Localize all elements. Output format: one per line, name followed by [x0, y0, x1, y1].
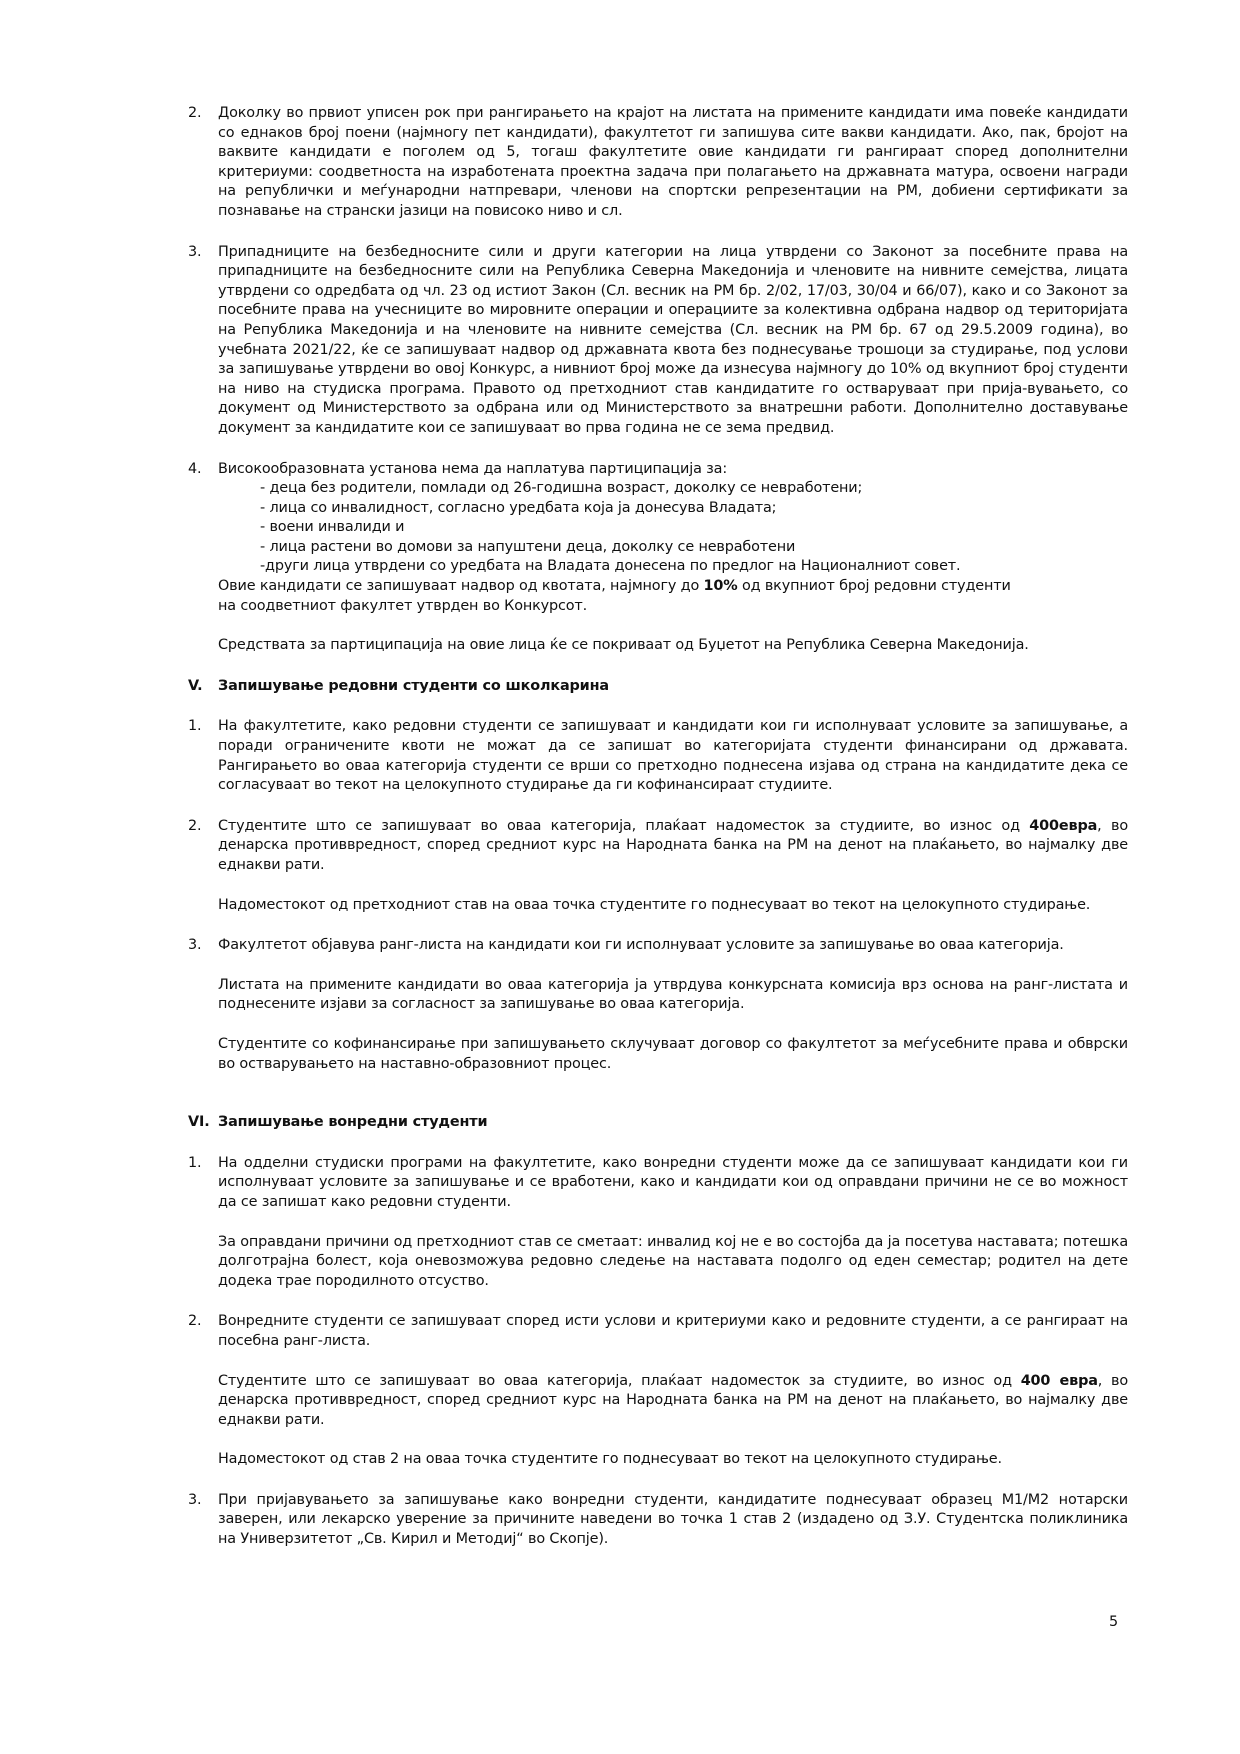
item-text: На факултетите, како редовни студенти се запишуваат и кандидати кои ги исполнуваат условите за запишување, а поради ограничените квоти не можат да се запишат во категоријата студенти финансирани од државата. Рангирањето во оваа категорија студенти се врши со претходно поднесена изјава од страна на кандидатите дека се согласуваат во текот на целокупното студирање да ги кофинансираат студиите.	[218, 718, 1128, 794]
list-item-vi2	[188, 1312, 1128, 1470]
item-paragraph: Листата на примените кандидати во оваа категорија ја утврдува конкурсната комисија врз основа на ранг-листата и поднесените изјави за согласност за запишување во оваа категорија.	[218, 976, 1128, 1013]
item-number: 2.	[188, 817, 202, 834]
document-page	[188, 104, 1128, 1550]
item-text: Факултетот објавува ранг-листа на кандидати кои ги исполнуваат условите за запишување во оваа категорија.	[218, 937, 1064, 954]
item-text: Доколку во првиот уписен рок при рангирањето на крајот на листата на примените кандидати има повеќе кандидати со еднаков број поени (најмногу пет кандидати), факултетот ги запишува сите вакви кандидати. Ако, пак, бројот на ваквите кандидати е поголем од 5, тогаш факултетите овие кандидати ги рангираат според дополнителни критериуми: соодветноста на изработената проектна задача при полагањето на државната матура, освоени награди на републички и меѓународни натпревари, членови на спортски репрезентации на РМ, добиени сертификати за познавање на странски јазици на повисоко ниво и сл.	[218, 105, 1128, 219]
dash-item: - лица со инвалидност, согласно уредбата која ја донесува Владата;	[260, 499, 777, 516]
list-item-v3	[188, 936, 1128, 1074]
item-number: 2.	[188, 105, 202, 121]
list-item-v2	[188, 817, 1128, 915]
section-title: Запишување вонредни студенти	[218, 1114, 488, 1131]
quota-text-after: од вкупниот број редовни студенти	[737, 578, 1011, 595]
item-paragraph	[218, 1372, 1128, 1431]
item-number: 3.	[188, 243, 202, 260]
page-number: 5	[1109, 1614, 1119, 1630]
item-number: 1.	[188, 718, 202, 735]
item-paragraph: Надоместокот од став 2 на оваа точка студентите го поднесуваат во текот на целокупното студирање.	[218, 1451, 1002, 1468]
list-item-v1	[188, 717, 1128, 795]
quota-percent: 10%	[703, 578, 738, 595]
item-paragraph: За оправдани причини од претходниот став се сметаат: инвалид кој не е во состојба да ја посетува наставата; потешка долготрајна болест, која оневозможува редовно следење на наставата подолго од еден семестар; родител на дете додека трае породилното отсуство.	[218, 1233, 1128, 1289]
item-number: 3.	[188, 1491, 202, 1508]
funding-text: Средствата за партиципација на овие лица ќе се покриваат од Буџетот на Република Северна Македонија.	[218, 637, 1029, 654]
quota-text-before: Овие кандидати се запишуваат надвор од квотата, најмногу до	[218, 578, 704, 595]
dash-item: - лица растени во домови за напуштени деца, доколку се невработени	[260, 538, 796, 555]
item-number: 2.	[188, 1313, 202, 1330]
quota-text-line2: на соодветниот факултет утврден во Конкурсот.	[218, 597, 588, 614]
item-number: 3.	[188, 937, 202, 954]
list-item-4	[188, 460, 1128, 656]
item-text: Вонредните студенти се запишуваат според исти услови и критериуми како и редовните студенти, а се рангираат на посебна ранг-листа.	[218, 1313, 1128, 1349]
quota-text	[218, 577, 1128, 597]
item-text: Припадниците на безбедносните сили и други категории на лица утврдени со Законот за посебните права на припадниците на безбедносните сили на Република Северна Македонија и членовите на нивните семејства, лицата утврдени со одредбата од чл. 23 од истиот Закон (Сл. весник на РМ бр. 2/02, 17/03, 30/04 и 66/07), како и со Законот за посебните права на учесниците во мировните операции и операциите за колективна одбрана надвор од територијата на Република Македонија и на членовите на нивните семејства (Сл. весник на РМ бр. 67 од 29.5.2009 година), во учебната 2021/22, ќе се запишуваат надвор од државната квота без поднесување трошоци за студирање, под услови за запишување утврдени во овој Конкурс, а нивниот број може да изнесува најмногу до 10% од вкупниот број студенти на ниво на студиска програма. Правото од претходниот став кандидатите го остваруваат при прија-вувањето, со документ од Министерството за одбрана или од Министерството за внатрешни работи. Дополнително доставување документ за кандидатите кои се запишуваат во прва година не се зема предвид.	[218, 243, 1128, 436]
fee-text-before: Студентите што се запишуваат во оваа категорија, плаќаат надоместок за студиите, во износ од	[218, 1372, 1021, 1389]
section-title: Запишување редовни студенти со школкарина	[218, 677, 609, 694]
item-paragraph: Студентите со кофинансирање при запишувањето склучуваат договор со факултетот за меѓусебните права и обврски во остварувањето на наставно-образовниот процес.	[218, 1035, 1128, 1072]
fee-amount: 400 евра	[1020, 1372, 1098, 1389]
item-number: 1.	[188, 1154, 202, 1171]
list-item-3	[188, 243, 1128, 439]
dash-item: - воени инвалиди и	[260, 519, 405, 536]
fee-text-after: , во денарска противвредност, според средниот курс на Народната банка на РМ на денот на плаќањето, во најмалку две еднакви рати.	[218, 1372, 1129, 1428]
fee-amount: 400евра	[1029, 817, 1098, 834]
fee-text-after: , во денарска противвредност, според средниот курс на Народната банка на РМ на денот на плаќањето, во најмалку две еднакви рати.	[218, 817, 1128, 873]
dash-item: - деца без родители, помлади од 26-годишна возраст, доколку се невработени;	[260, 480, 863, 497]
item-note: Надоместокот од претходниот став на оваа точка студентите го поднесуваат во текот на целокупното студирање.	[218, 896, 1091, 913]
item-text	[218, 817, 1128, 876]
section-number: VI.	[188, 1114, 210, 1131]
item-text: При пријавувањето за запишување како вонредни студенти, кандидатите поднесуваат образец М1/М2 нотарски заверен, или лекарско уверение за причините наведени во точка 1 став 2 (издадено од З.У. Студентска поликлиника на Универзитетот „Св. Кирил и Методиј“ во Скопје).	[218, 1491, 1128, 1548]
item-text: На одделни студиски програми на факултетите, како вонредни студенти може да се запишуваат кандидати кои ги исполнуваат условите за запишување и се вработени, како и кандидати кои од оправдани причини не се во можност да се запишат како редовни студенти.	[218, 1154, 1128, 1210]
section-heading-vi	[188, 1113, 1128, 1133]
item-intro: Високообразовната установа нема да наплатува партиципација за:	[218, 460, 728, 477]
section-number: V.	[188, 677, 203, 694]
list-item-2	[188, 104, 1128, 222]
section-heading-v	[188, 677, 1128, 697]
dash-item: -други лица утврдени со уредбата на Владата донесена по предлог на Националниот совет.	[260, 558, 961, 575]
fee-text-before: Студентите што се запишуваат во оваа категорија, плаќаат надоместок за студиите, во износ од	[218, 817, 1030, 834]
list-item-vi3	[188, 1491, 1128, 1550]
item-number: 4.	[188, 460, 202, 477]
list-item-vi1	[188, 1154, 1128, 1292]
